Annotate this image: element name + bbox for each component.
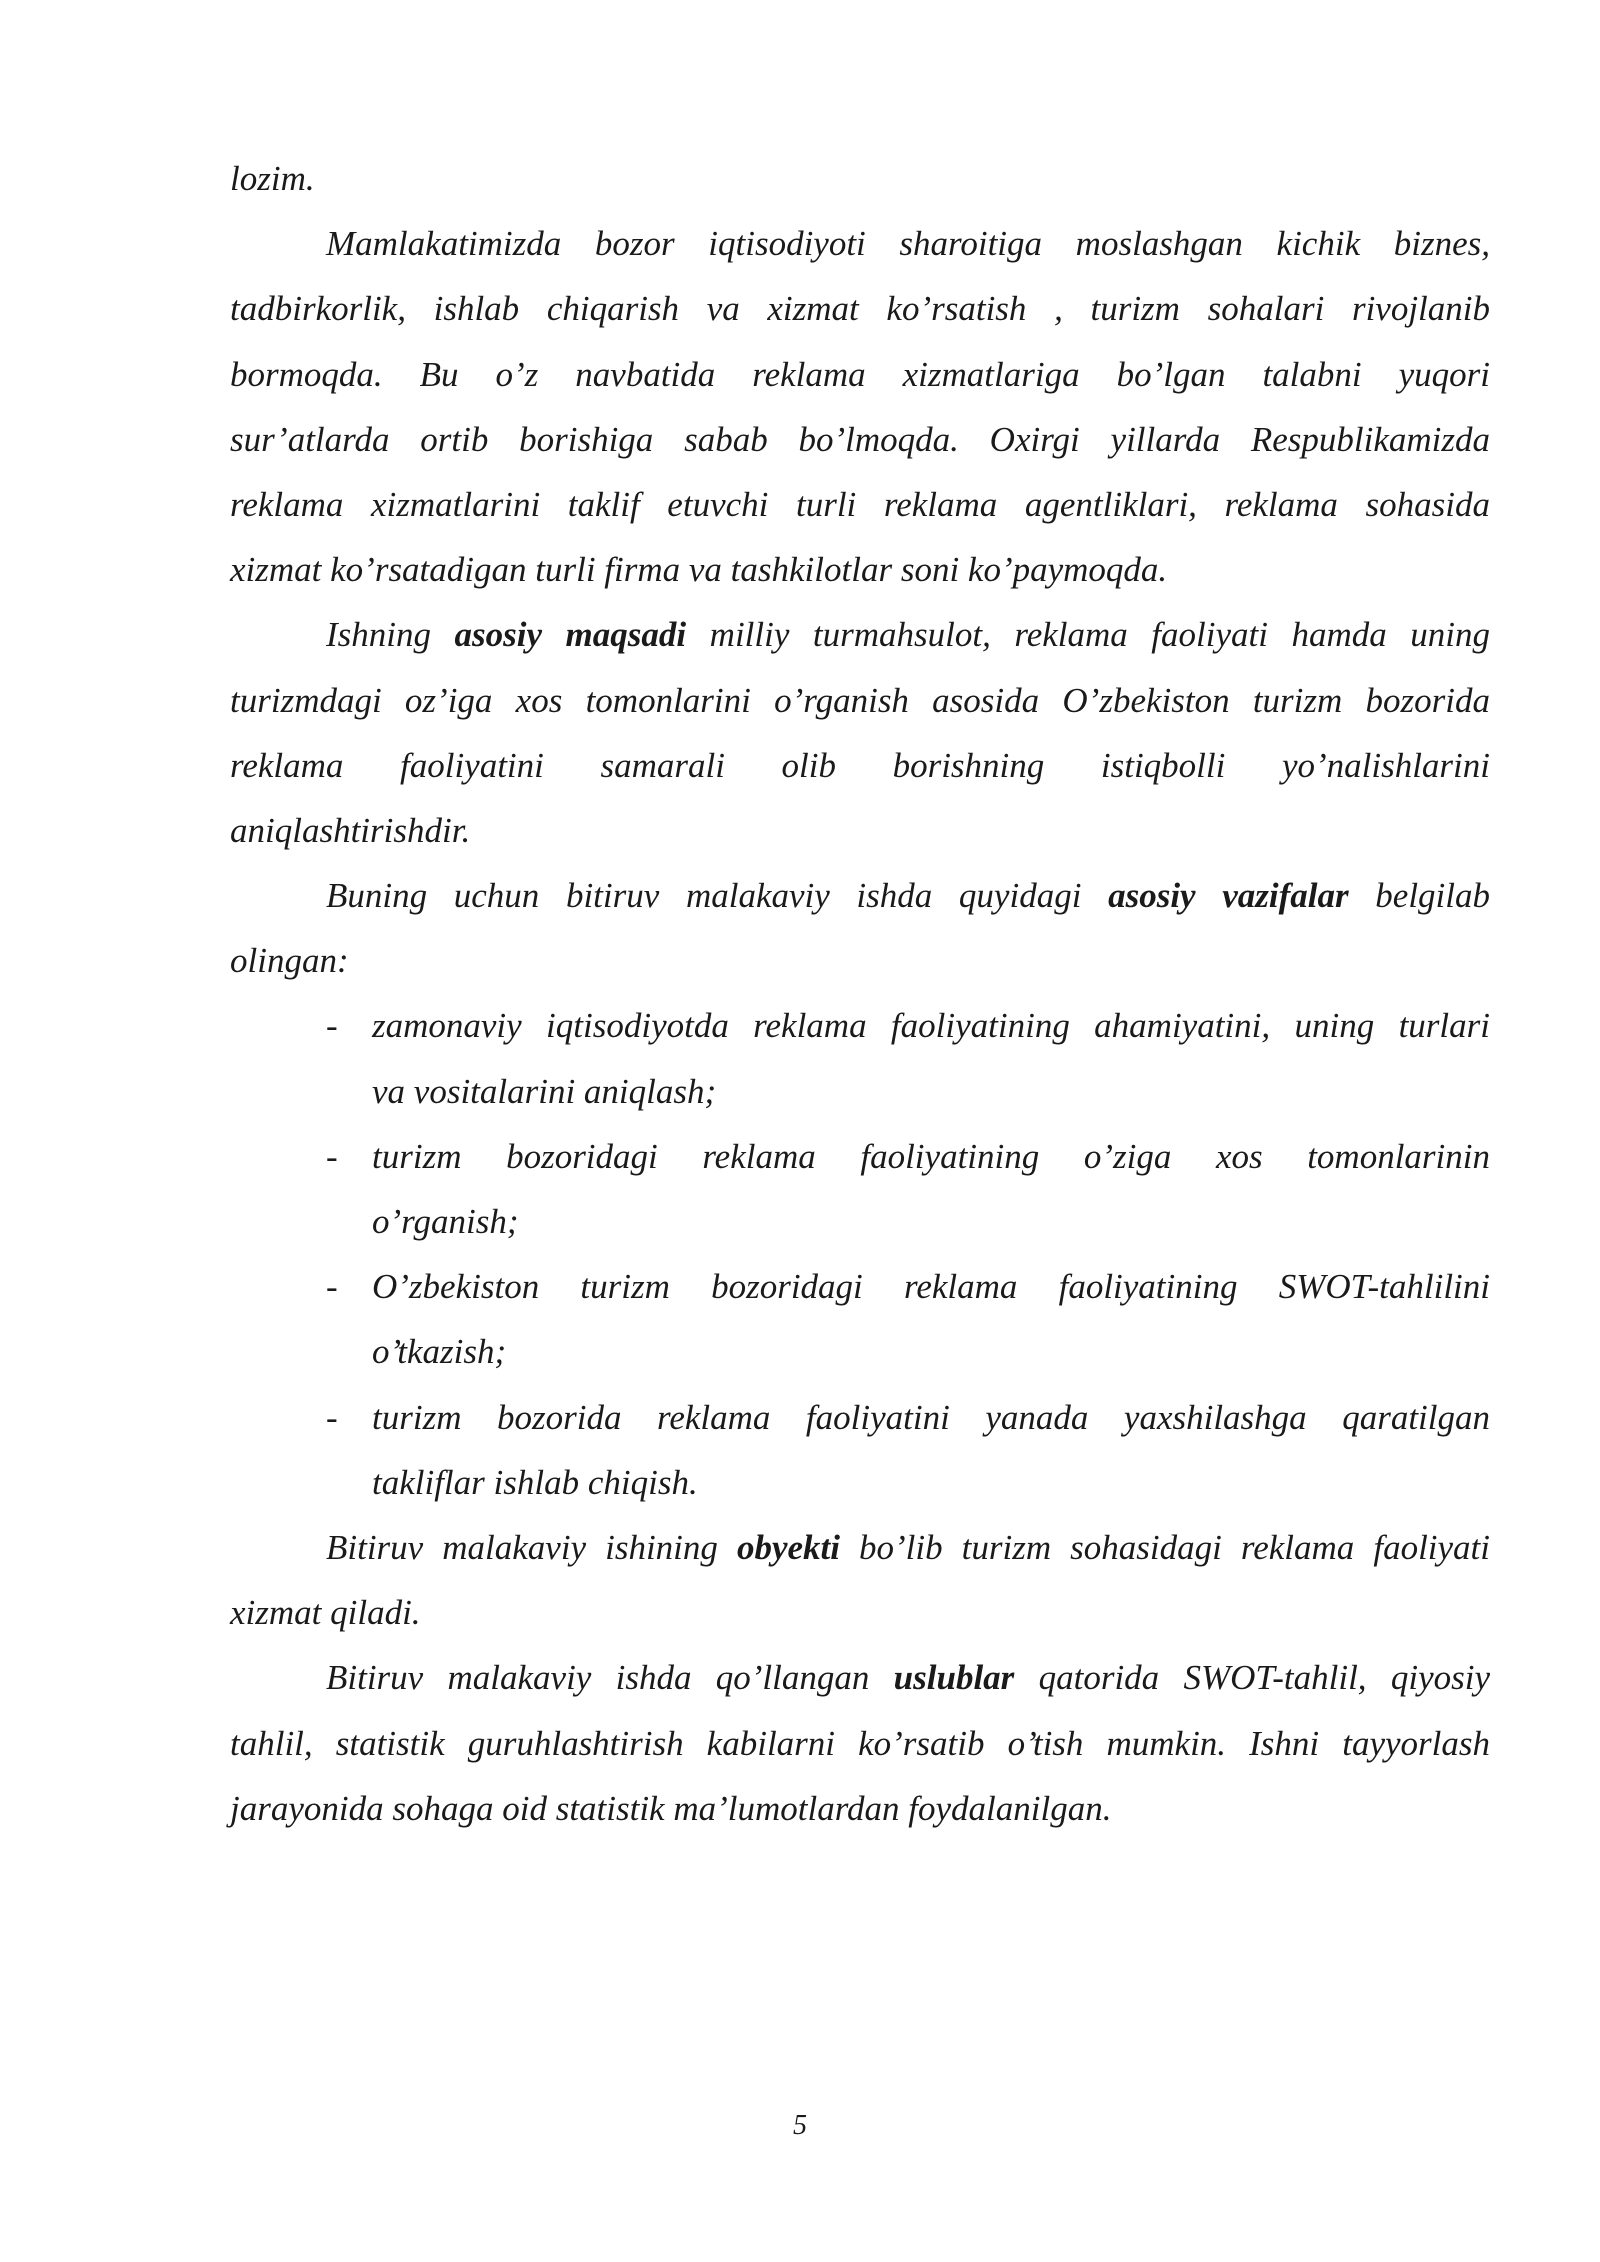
list-item-text: turizm bozorida reklama faoliyatini yanada yaxshilashga qaratilgan [372, 1397, 1490, 1437]
list-item [230, 1385, 1490, 1450]
list-item-text: turizm bozoridagi reklama faoliyatining o’ziga xos tomonlarinin [372, 1136, 1490, 1176]
text-run: belgilab [1348, 876, 1490, 916]
text-run: bo’lib turizm sohasidagi reklama faoliyati [839, 1527, 1490, 1567]
tasks-keyword: asosiy vazifalar [1108, 876, 1349, 916]
goal-keyword: asosiy maqsadi [454, 615, 687, 655]
paragraph-line: sur’atlarda ortib borishiga sabab bo’lmoqda. Oxirgi yillarda Respublikamizda [230, 419, 1490, 459]
paragraph-line: tadbirkorlik, ishlab chiqarish va xizmat ko’rsatish , turizm sohalari rivojlanib [230, 289, 1490, 329]
paragraph-line: jarayonida sohaga oid statistik ma’lumotlardan foydalanilgan. [230, 1788, 1112, 1828]
paragraph-methods [230, 1645, 1490, 1841]
list-item-continuation: o’rganish; [372, 1202, 519, 1241]
object-keyword: obyekti [736, 1527, 840, 1567]
paragraph-line [230, 1515, 1490, 1580]
text-run: Bitiruv malakaviy ishining [326, 1527, 737, 1567]
paragraph-object [230, 1515, 1490, 1645]
paragraph-line: reklama xizmatlarini taklif etuvchi turli reklama agentliklari, reklama sohasida [230, 484, 1490, 524]
body-text [230, 146, 1490, 1841]
intro-tail-line: lozim. [230, 159, 315, 198]
paragraph-line: xizmat qiladi. [230, 1593, 421, 1633]
paragraph-line: bormoqda. Bu o’z navbatida reklama xizmatlariga bo’lgan talabni yuqori [230, 354, 1490, 394]
list-item [230, 993, 1490, 1058]
text-run: Bitiruv malakaviy ishda qo’llangan [326, 1658, 894, 1698]
text-run: milliy turmahsulot, reklama faoliyati hamda uning [686, 615, 1490, 655]
list-item-continuation: takliflar ishlab chiqish. [372, 1462, 698, 1502]
text-run: qatorida SWOT-tahlil, qiyosiy [1014, 1658, 1490, 1698]
dash-marker: - [326, 1006, 338, 1046]
paragraph-line [230, 1645, 1490, 1710]
page-number: 5 [793, 2110, 807, 2141]
text-run: Ishning [326, 615, 455, 655]
paragraph-line: aniqlashtirishdir. [230, 810, 471, 850]
methods-keyword: uslublar [893, 1658, 1015, 1698]
dash-marker: - [326, 1267, 338, 1307]
dash-marker: - [326, 1397, 338, 1437]
list-item [230, 1124, 1490, 1189]
paragraph-line: xizmat ko’rsatadigan turli firma va tashkilotlar soni ko’paymoqda. [230, 550, 1168, 590]
paragraph-line: turizmdagi oz’iga xos tomonlarini o’rganish asosida O’zbekiston turizm bozorida [230, 680, 1490, 720]
task-list [230, 993, 1490, 1515]
list-item [230, 1254, 1490, 1319]
paragraph-line: Mamlakatimizda bozor iqtisodiyoti sharoitiga moslashgan kichik biznes, [326, 224, 1490, 264]
text-run: Buning uchun bitiruv malakaviy ishda quyidagi [326, 876, 1109, 916]
paragraph-goal [230, 602, 1490, 863]
dash-marker: - [326, 1136, 338, 1176]
paragraph-line [230, 602, 1490, 667]
list-item-text: O’zbekiston turizm bozoridagi reklama faoliyatining SWOT-tahlilini [372, 1267, 1490, 1307]
paragraph-economy [230, 211, 1490, 602]
paragraph-line: reklama faoliyatini samarali olib borishning istiqbolli yo’nalishlarini [230, 745, 1490, 785]
list-item-continuation: o’tkazish; [372, 1332, 507, 1372]
paragraph-line: olingan: [230, 941, 349, 981]
paragraph-line: tahlil, statistik guruhlashtirish kabilarni ko’rsatib o’tish mumkin. Ishni tayyorlash [230, 1723, 1490, 1763]
paragraph-tasks [230, 863, 1490, 993]
paragraph-line [230, 863, 1490, 928]
list-item-text: zamonaviy iqtisodiyotda reklama faoliyatining ahamiyatini, uning turlari [372, 1006, 1490, 1046]
list-item-continuation: va vositalarini aniqlash; [372, 1071, 717, 1111]
